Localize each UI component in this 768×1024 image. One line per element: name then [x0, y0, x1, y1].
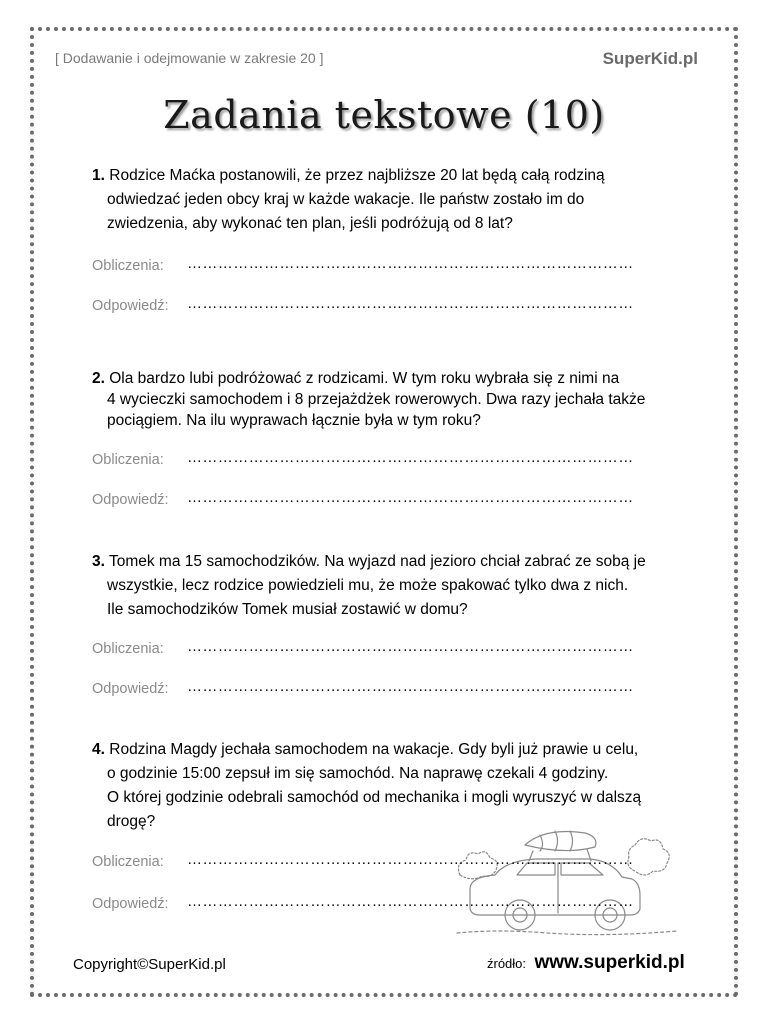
calc-answer-line[interactable]: ……………………………………………………………………………	[187, 638, 634, 655]
answer-row	[92, 893, 692, 916]
answer-line[interactable]: ……………………………………………………………………………	[187, 893, 634, 910]
question-line: pociągiem. Na ilu wyprawach łącznie była w tym roku?	[107, 412, 481, 429]
question-line: Tomek ma 15 samochodzików. Na wyjazd nad jezioro chciał zabrać ze sobą je	[108, 553, 646, 570]
task-3	[92, 550, 712, 622]
answer-line[interactable]: ……………………………………………………………………………	[187, 295, 634, 312]
question-line: 4 wycieczki samochodem i 8 przejażdżek rowerowych. Dwa razy jechała także	[107, 391, 646, 408]
calc-label: Obliczenia:	[92, 641, 164, 657]
question-line: drogę?	[107, 813, 156, 830]
question-line: o godzinie 15:00 zepsuł im się samochód. Na naprawę czekali 4 godziny.	[107, 765, 609, 782]
task-2	[92, 368, 712, 431]
calc-row	[92, 449, 692, 472]
question-line: O której godzinie odebrali samochód od mechanika i mogli wyruszyć w dalszą	[107, 789, 642, 806]
answer-row	[92, 489, 692, 512]
question-line: zwiedzenia, aby wykonać ten plan, jeśli podróżują od 8 lat?	[107, 215, 513, 232]
question-line: Rodzina Magdy jechała samochodem na wakacje. Gdy byli już prawie u celu,	[109, 741, 639, 758]
task-question	[92, 368, 712, 431]
answer-label: Odpowiedź:	[92, 896, 169, 912]
answer-line[interactable]: ……………………………………………………………………………	[187, 489, 634, 506]
answer-row	[92, 295, 692, 318]
source-link[interactable]: www.superkid.pl	[534, 952, 685, 973]
question-line: Rodzice Maćka postanowili, że przez najbliższe 20 lat będą całą rodziną	[109, 167, 605, 184]
source-label: źródło:	[487, 956, 527, 971]
answer-line[interactable]: ……………………………………………………………………………	[187, 678, 634, 695]
task-number: 3.	[92, 553, 105, 570]
car-illustration-icon	[455, 815, 685, 945]
topic-header: [ Dodawanie i odejmowanie w zakresie 20 ]	[55, 50, 324, 66]
task-question	[92, 550, 712, 622]
copyright-text: Copyright©SuperKid.pl	[73, 956, 226, 973]
calc-label: Obliczenia:	[92, 452, 164, 468]
page-title: Zadania tekstowe (10)	[163, 93, 605, 137]
answer-label: Odpowiedź:	[92, 298, 169, 314]
calc-answer-line[interactable]: ……………………………………………………………………………	[187, 255, 634, 272]
answer-row	[92, 678, 692, 701]
task-1	[92, 164, 712, 236]
calc-label: Obliczenia:	[92, 258, 164, 274]
question-line: wszystkie, lecz rodzice powiedzieli mu, że może spakować tylko dwa z nich.	[107, 577, 629, 594]
question-line: Ola bardzo lubi podróżować z rodzicami. W tym roku wybrała się z nimi na	[109, 370, 620, 387]
task-question	[92, 164, 712, 236]
task-number: 2.	[92, 370, 105, 387]
source-attribution	[487, 952, 685, 974]
calc-answer-line[interactable]: ……………………………………………………………………………	[187, 851, 634, 868]
calc-label: Obliczenia:	[92, 854, 164, 870]
calc-answer-line[interactable]: ……………………………………………………………………………	[187, 449, 634, 466]
brand-logo-text: SuperKid.pl	[602, 49, 698, 68]
calc-row	[92, 851, 692, 874]
question-line: odwiedzać jeden obcy kraj w każde wakacje. Ile państw zostało im do	[107, 191, 585, 208]
calc-row	[92, 255, 692, 278]
answer-label: Odpowiedź:	[92, 681, 169, 697]
calc-row	[92, 638, 692, 661]
task-number: 4.	[92, 741, 105, 758]
answer-label: Odpowiedź:	[92, 492, 169, 508]
task-number: 1.	[92, 167, 105, 184]
question-line: Ile samochodzików Tomek musiał zostawić w domu?	[107, 601, 468, 618]
